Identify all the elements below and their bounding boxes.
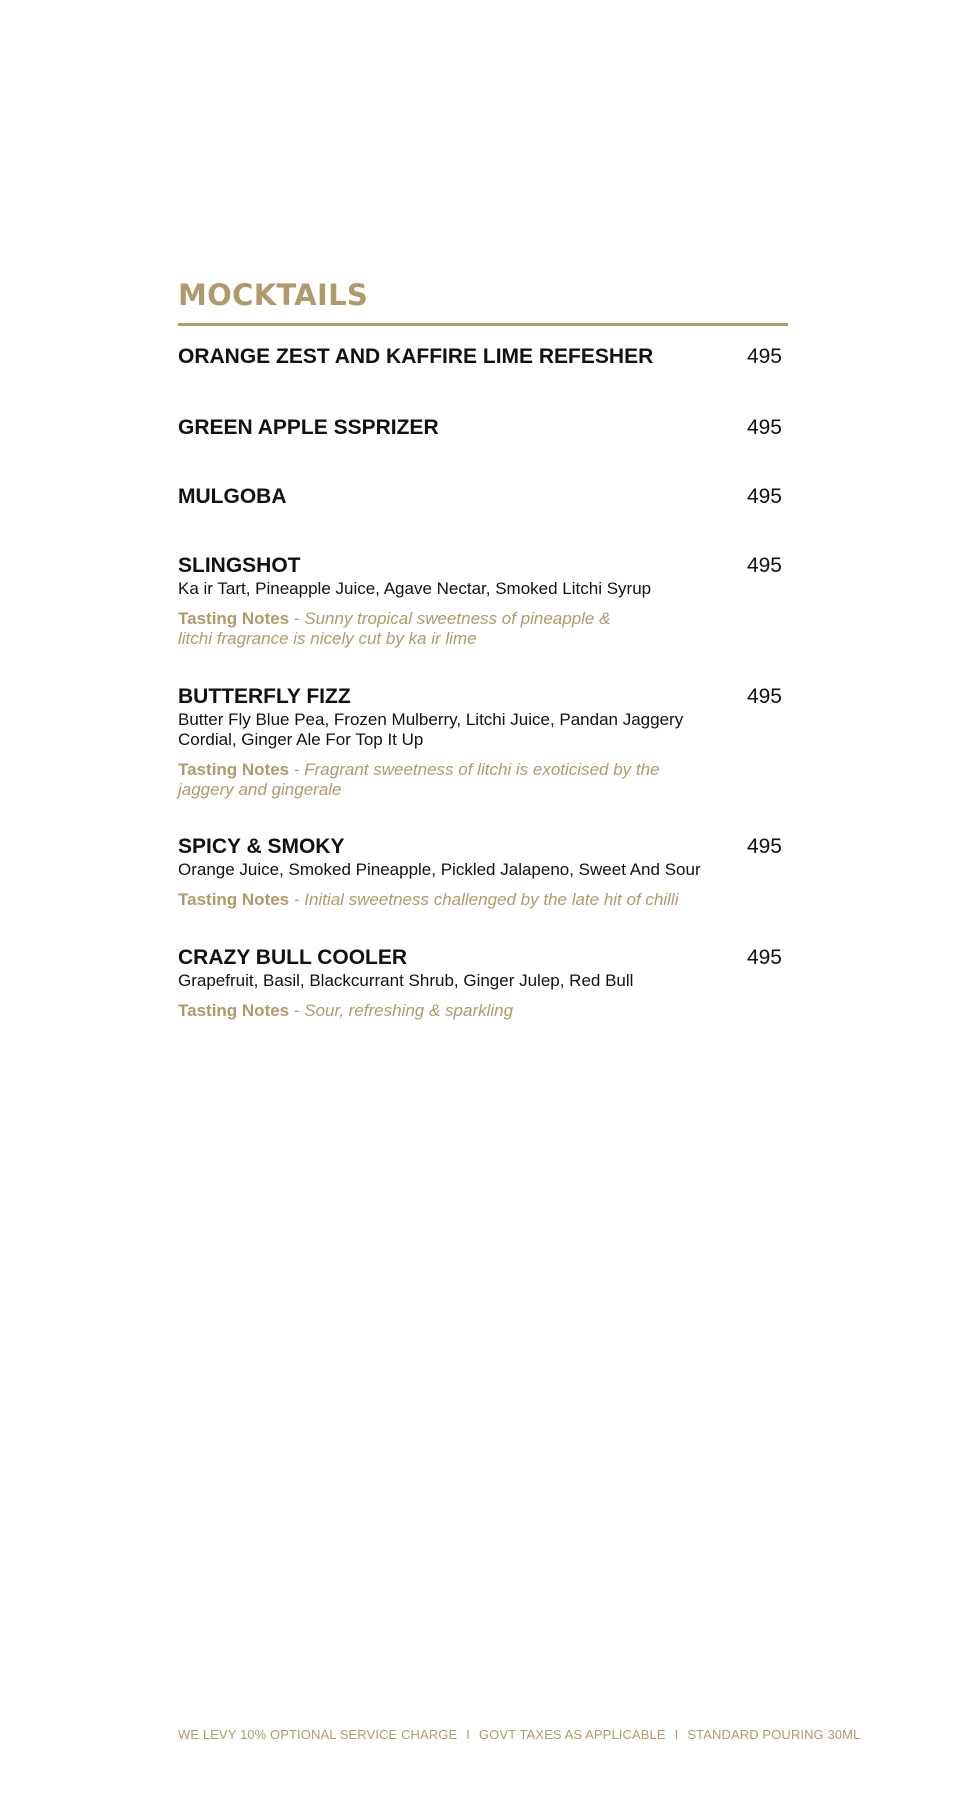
tasting-notes-label: Tasting Notes: [178, 609, 290, 628]
item-description: Orange Juice, Smoked Pineapple, Pickled Jalapeno, Sweet And Sour: [178, 860, 701, 879]
tasting-notes: [178, 609, 788, 649]
item-name: ORANGE ZEST AND KAFFIRE LIME REFESHER: [178, 345, 654, 368]
menu-item-slingshot: [178, 553, 788, 649]
item-price: 495: [746, 835, 782, 858]
footer-separator: I: [466, 1727, 470, 1742]
tasting-notes-text: Fragrant sweetness of litchi is exoticised by the: [304, 760, 660, 779]
item-name: SPICY & SMOKY: [178, 835, 345, 858]
tasting-notes: [178, 1001, 788, 1021]
tasting-notes-label: Tasting Notes: [178, 1001, 290, 1020]
section-title: MOCKTAILS: [178, 278, 369, 312]
menu-item-orange-zest: [178, 344, 788, 370]
tasting-notes-text: Sour, refreshing & sparkling: [304, 1001, 514, 1020]
tasting-notes-text: Sunny tropical sweetness of pineapple &: [304, 609, 611, 628]
tasting-notes-text-cont: jaggery and gingerale: [178, 780, 342, 799]
item-description: Ka ir Tart, Pineapple Juice, Agave Nectar, Smoked Litchi Syrup: [178, 579, 652, 598]
footer-pouring: STANDARD POURING 30ML: [687, 1727, 861, 1742]
tasting-notes: [178, 760, 788, 800]
menu-item-green-apple: [178, 415, 788, 441]
item-name: SLINGSHOT: [178, 554, 301, 577]
item-name: GREEN APPLE SSPRIZER: [178, 416, 439, 439]
item-price: 495: [746, 345, 782, 368]
tasting-notes-separator: -: [289, 890, 305, 909]
item-name: BUTTERFLY FIZZ: [178, 685, 351, 708]
item-description-cont: Cordial, Ginger Ale For Top It Up: [178, 730, 424, 749]
item-price: 495: [746, 416, 782, 439]
tasting-notes-label: Tasting Notes: [178, 890, 290, 909]
item-description: Grapefruit, Basil, Blackcurrant Shrub, Ginger Julep, Red Bull: [178, 971, 634, 990]
tasting-notes-separator: -: [289, 1001, 305, 1020]
title-divider: [178, 323, 788, 326]
tasting-notes-text: Initial sweetness challenged by the late hit of chilli: [304, 890, 679, 909]
item-name: MULGOBA: [178, 485, 287, 508]
menu-item-butterfly-fizz: [178, 684, 788, 800]
menu-item-mulgoba: [178, 484, 788, 510]
tasting-notes-label: Tasting Notes: [178, 760, 290, 779]
tasting-notes-text-cont: litchi fragrance is nicely cut by ka ir lime: [178, 629, 477, 648]
menu-page: [178, 0, 861, 1800]
item-price: 495: [746, 485, 782, 508]
item-name: CRAZY BULL COOLER: [178, 946, 408, 969]
footer-disclaimer: [178, 1727, 861, 1742]
tasting-notes-separator: -: [289, 760, 305, 779]
item-price: 495: [746, 554, 782, 577]
item-price: 495: [746, 946, 782, 969]
item-description: Butter Fly Blue Pea, Frozen Mulberry, Litchi Juice, Pandan Jaggery: [178, 710, 684, 729]
tasting-notes-separator: -: [289, 609, 305, 628]
footer-service-charge: WE LEVY 10% OPTIONAL SERVICE CHARGE: [178, 1727, 458, 1742]
footer-taxes: GOVT TAXES AS APPLICABLE: [478, 1727, 666, 1742]
item-price: 495: [746, 685, 782, 708]
menu-item-spicy-smoky: [178, 834, 788, 910]
tasting-notes: [178, 890, 788, 910]
menu-item-crazy-bull-cooler: [178, 945, 788, 1021]
footer-separator: I: [674, 1727, 679, 1742]
